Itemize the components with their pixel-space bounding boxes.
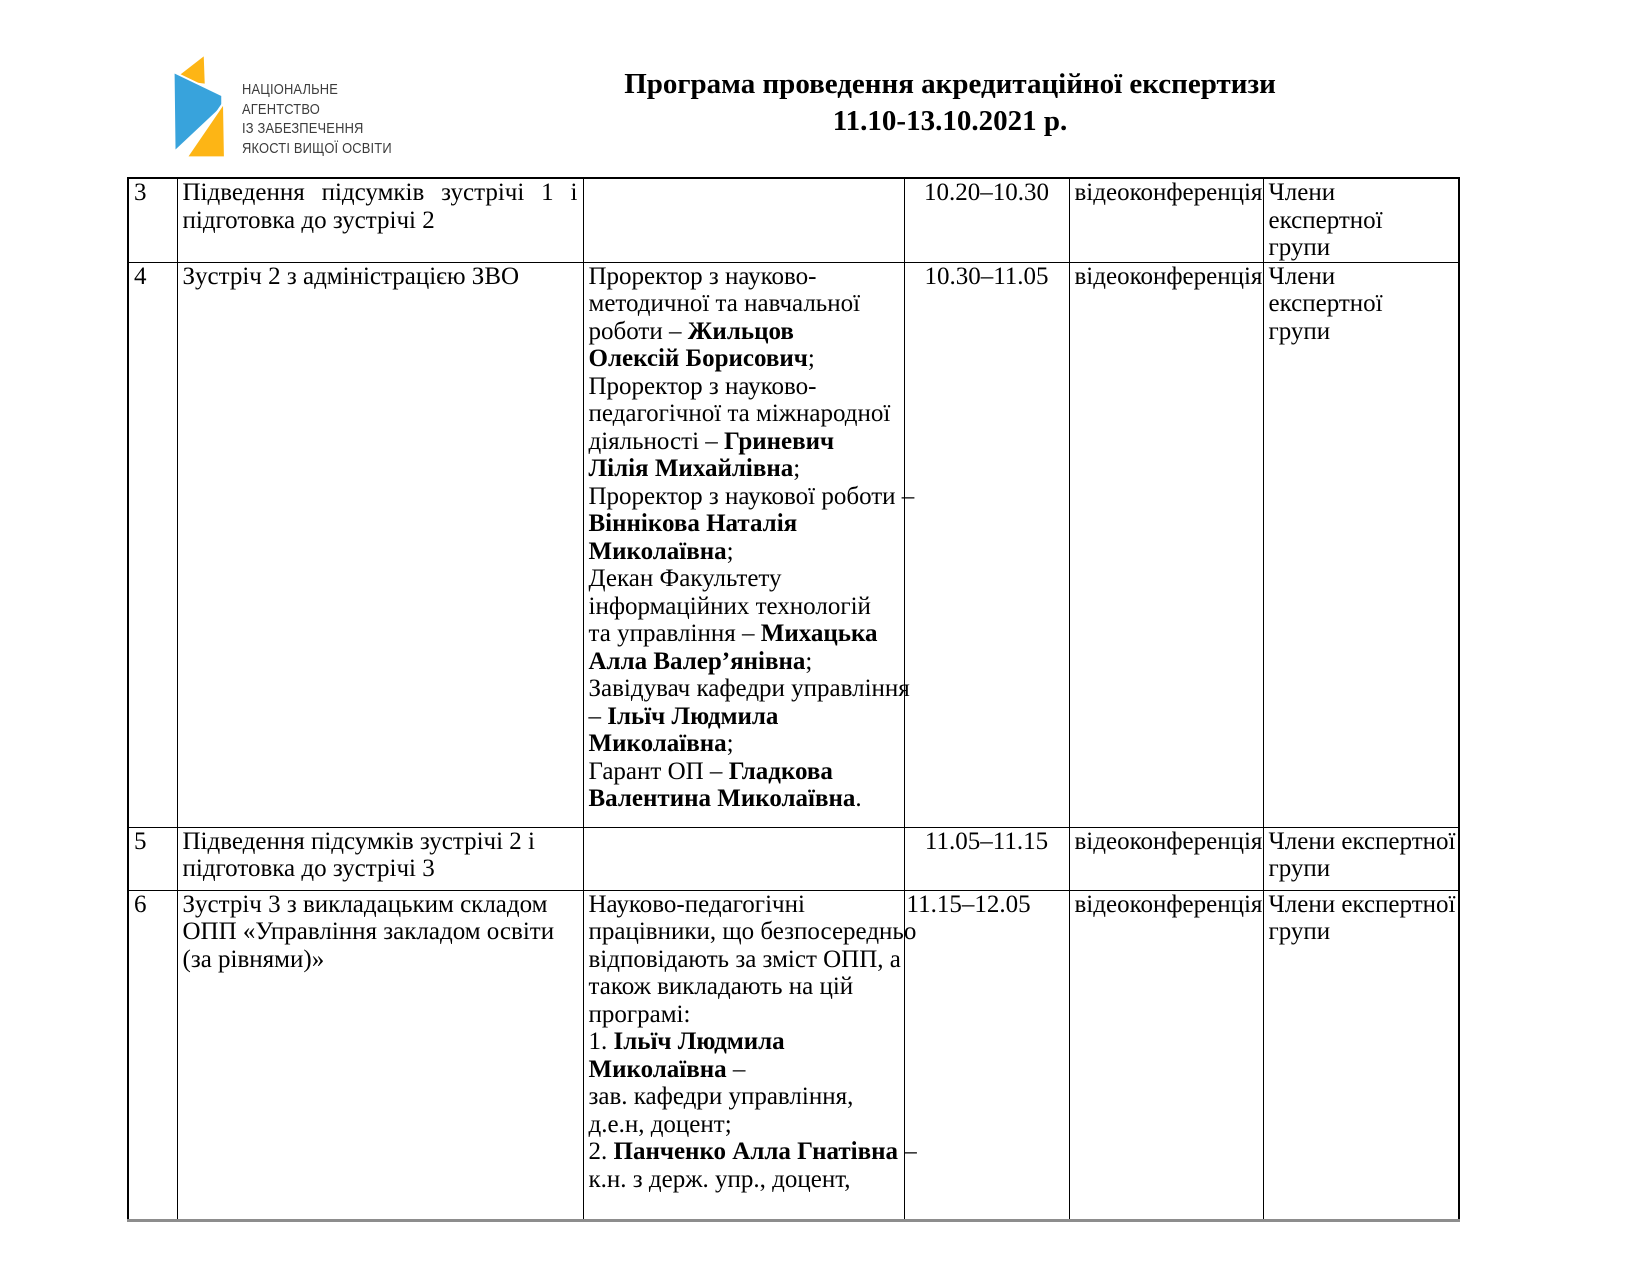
schedule-table [127,177,1460,1222]
text-line: 5 [134,827,147,855]
text-line: Проректор з науково- [588,372,817,400]
cell-time [904,178,1069,262]
cell-members [1263,178,1459,262]
text-line: д.е.н, доцент; [588,1110,732,1138]
title-line-2: 11.10-13.10.2021 р. [832,105,1068,137]
text-line: 11.15–12.05 [906,890,1031,918]
title-line-1: Програма проведення акредитаційної експертизи [624,68,1276,100]
text-line: Олексій Борисович; [588,345,815,372]
agency-name-line: АГЕНТСТВО [242,100,320,118]
cell-activity [177,262,583,827]
text-line: групи [1268,918,1331,945]
text-line: ОПП «Управління закладом освіти [182,918,555,945]
text-line: Проректор з науково- [588,262,817,290]
cell-activity [177,827,583,890]
agency-name [242,80,392,163]
text-line: 3 [134,179,147,206]
text-line: Зустріч 2 з адміністрацією ЗВО [182,262,520,290]
text-line: 4 [134,262,147,290]
text-line: Зустріч 3 з викладацьким складом [182,890,548,918]
cell-members [1263,262,1459,827]
agency-name-line: ІЗ ЗАБЕЗПЕЧЕННЯ [242,120,364,137]
text-line: програмі: [588,1000,691,1028]
cell-number [128,890,177,1220]
schedule-table-body [128,178,1459,1220]
text-line: також викладають на цій [588,973,854,1000]
cell-format [1069,827,1263,890]
cell-time [904,827,1069,890]
text-line: працівники, що безпосередньо [588,918,917,945]
cell-time [904,890,1069,1220]
text-line: відеоконференція [1074,179,1263,206]
text-line: відповідають за зміст ОПП, а [588,945,901,973]
text-line: групи [1268,855,1331,882]
text-line: методичної та навчальної [588,290,861,317]
text-line: Миколаївна – [588,1055,746,1083]
text-line: Віннікова Наталія [588,510,798,537]
text-line: Підведення підсумків зустрічі 1 і [182,179,578,206]
text-line: Підведення підсумків зустрічі 2 і [182,827,536,855]
cell-number [128,178,177,262]
text-line: діяльності – Гриневич [588,427,835,455]
cell-participants [583,262,915,827]
cell-number [128,827,177,890]
cell-participants [583,827,904,890]
text-line: відеоконференція [1074,890,1263,918]
cell-time [904,262,1069,827]
text-line: (за рівнями)» [182,945,325,973]
text-line: 1. Ільїч Людмила [588,1028,785,1055]
table-row [128,827,1459,890]
table-row [128,890,1459,1220]
text-line: групи [1268,317,1331,345]
text-line: Декан Факультету [588,565,782,592]
text-line: 11.05–11.15 [924,827,1049,855]
naqa-flag-icon [160,50,230,163]
table-row [128,262,1459,827]
cell-format [1069,178,1263,262]
cell-activity [177,890,583,1220]
text-line: та управління – Михацька [588,620,878,647]
text-line: Члени експертної [1268,827,1456,855]
cell-format [1069,890,1263,1220]
agency-name-line: НАЦІОНАЛЬНЕ [242,81,339,98]
agency-name-line: ЯКОСТІ ВИЩОЇ ОСВІТИ [242,139,392,157]
cell-format [1069,262,1263,827]
text-line: Члени експертної [1268,179,1383,234]
text-line: роботи – Жильцов [588,317,794,345]
text-line: Валентина Миколаївна. [588,785,862,812]
cell-activity [177,178,583,262]
text-line: Науково-педагогічні [588,890,805,918]
text-line: Миколаївна; [588,730,734,757]
text-line: Члени експертної [1268,890,1456,918]
text-line: 6 [134,890,147,918]
text-line: 10.20–10.30 [924,179,1049,206]
text-line: 10.30–11.05 [924,262,1049,290]
text-line: Проректор з наукової роботи – [588,482,915,510]
text-line: Алла Валер’янівна; [588,647,813,675]
text-line: Гарант ОП – Гладкова [588,757,833,785]
naqa-logo [160,50,416,163]
cell-members [1263,890,1459,1220]
text-line: відеоконференція [1074,262,1263,290]
document-title [420,66,1480,140]
cell-members [1263,827,1459,890]
text-line: зав. кафедри управління, [588,1083,854,1110]
text-line: к.н. з держ. упр., доцент, [588,1165,851,1193]
text-line: Завідувач кафедри управління [588,675,910,702]
text-line: підготовка до зустрічі 3 [182,855,435,882]
text-line: – Ільїч Людмила [588,702,779,730]
text-line: педагогічної та міжнародної [588,400,891,427]
text-line: Миколаївна; [588,537,734,565]
table-row [128,178,1459,262]
cell-participants [583,890,917,1220]
text-line: Лілія Михайлівна; [588,455,801,482]
text-line: підготовка до зустрічі 2 [182,206,435,234]
text-line: інформаційних технологій [588,592,871,620]
cell-number [128,262,177,827]
text-line: 2. Панченко Алла Гнатівна – [588,1138,917,1165]
text-line: групи [1268,234,1331,261]
text-line: відеоконференція [1074,827,1263,855]
cell-participants [583,178,904,262]
text-line: Члени експертної [1268,262,1383,317]
